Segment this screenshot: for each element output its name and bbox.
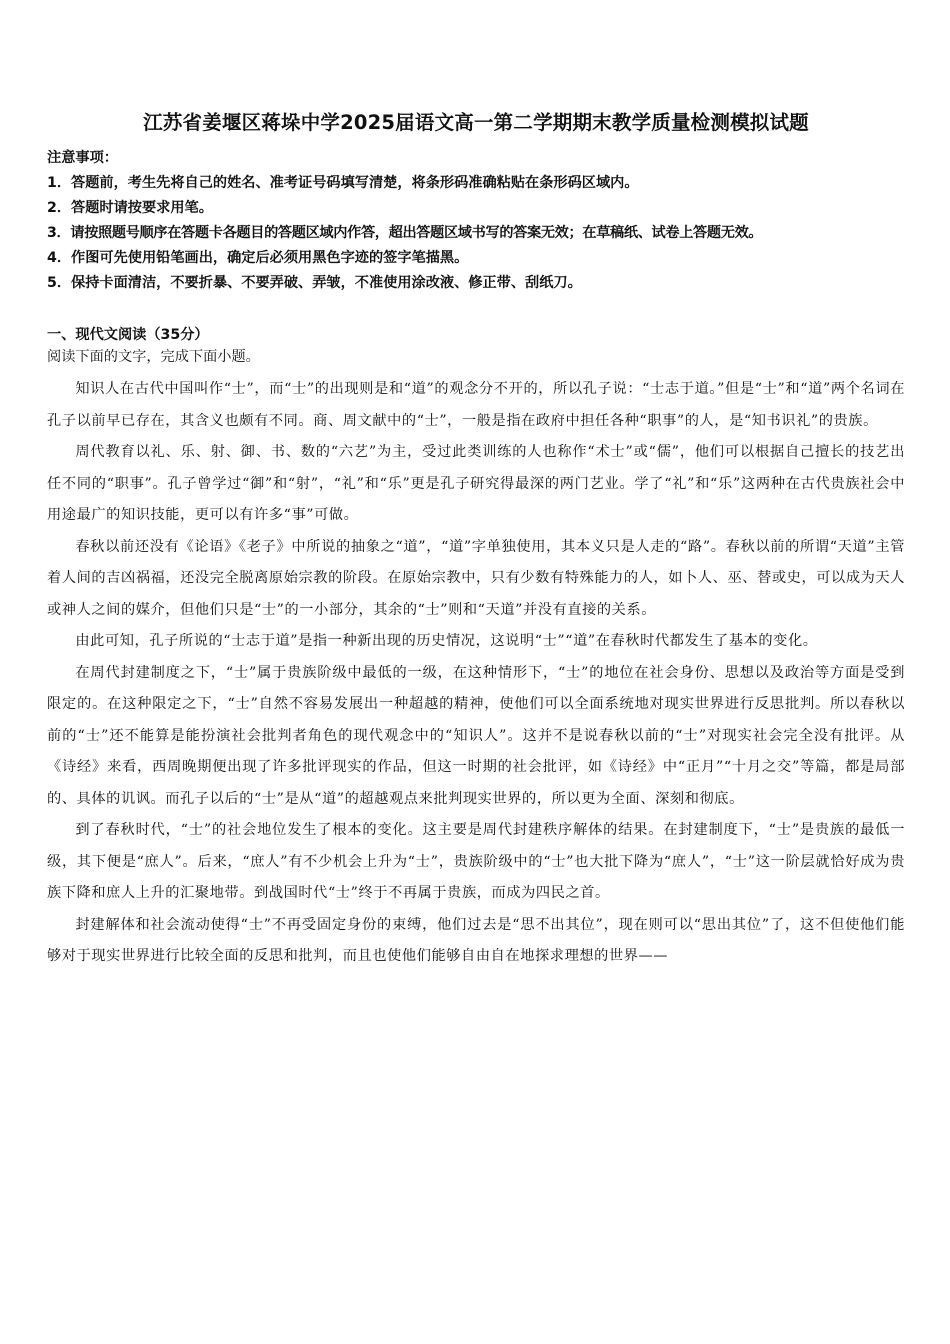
passage-paragraph: 周代教育以礼、乐、射、御、书、数的“六艺”为主，受过此类训练的人也称作“术士”或“儒”，他们可以根据自己擅长的技艺出任不同的“职事”。孔子曾学过“御”和“射”，“礼”和“乐”更是孔子研究得最深的两门艺业。学了“礼”和“乐”这两种在古代贵族社会中用途最广的知识技能，更可以有许多“事”可做。 xyxy=(47,444,905,523)
passage-paragraph: 在周代封建制度之下，“士”属于贵族阶级中最低的一级，在这种情形下，“士”的地位在社会身份、思想以及政治等方面是受到限定的。在这种限定之下，“士”自然不容易发展出一种超越的精神，使他们可以全面系统地对现实世界进行反思批判。所以春秋以前的“士”还不能算是能扮演社会批判者角色的现代观念中的“知识人”。这并不是说春秋以前的“士”对现实社会完全没有批评。从《诗经》来看，西周晚期便出现了许多批评现实的作品，但这一时期的社会批评，如《诗经》中“正月”“十月之交”等篇，都是局部的、具体的讥讽。而孔子以后的“士”是从“道”的超越观点来批判现实世界的，所以更为全面、深刻和彻底。 xyxy=(47,664,905,807)
notice-block xyxy=(47,146,905,296)
passage-paragraph: 由此可知，孔子所说的“士志于道”是指一种新出现的历史情况，这说明“士”“道”在春秋时代都发生了基本的变化。 xyxy=(75,633,818,649)
notice-item: 1．答题前，考生先将自己的姓名、准考证号码填写清楚，将条形码准确粘贴在条形码区域内。 xyxy=(47,175,639,191)
notice-item: 4．作图可先使用铅笔画出，确定后必须用黑色字迹的签字笔描黑。 xyxy=(47,250,469,266)
document-page xyxy=(47,108,905,973)
document-title: 江苏省姜堰区蒋垛中学2025届语文高一第二学期期末教学质量检测模拟试题 xyxy=(143,111,809,134)
notice-item: 2．答题时请按要求用笔。 xyxy=(47,200,213,216)
passage-paragraph: 知识人在古代中国叫作“士”，而“士”的出现则是和“道”的观念分不开的，所以孔子说：“士志于道。”但是“士”和“道”两个名词在孔子以前早已存在，其含义也颇有不同。商、周文献中的“士”，一般是指在政府中担任各种“职事”的人，是“知书识礼”的贵族。 xyxy=(47,381,905,429)
passage-paragraph: 到了春秋时代，“士”的社会地位发生了根本的变化。这主要是周代封建秩序解体的结果。在封建制度下，“士”是贵族的最低一级，其下便是“庶人”。后来，“庶人”有不少机会上升为“士”，贵族阶级中的“士”也大批下降为“庶人”，“士”这一阶层就恰好成为贵族下降和庶人上升的汇聚地带。到战国时代“士”终于不再属于贵族，而成为四民之首。 xyxy=(47,822,905,901)
notice-heading: 注意事项： xyxy=(47,150,118,166)
passage-paragraph: 封建解体和社会流动使得“士”不再受固定身份的束缚，他们过去是“思不出其位”，现在则可以“思出其位”了，这不但使他们能够对于现实世界进行比较全面的反思和批判，而且也使他们能够自由自在地探求理想的世界—— xyxy=(47,916,905,964)
notice-item: 3．请按照题号顺序在答题卡各题目的答题区域内作答，超出答题区域书写的答案无效；在草稿纸、试卷上答题无效。 xyxy=(47,225,763,241)
notice-item: 5．保持卡面清洁，不要折暴、不要弄破、弄皱，不准使用涂改液、修正带、刮纸刀。 xyxy=(47,275,582,291)
section-heading: 一、现代文阅读（35分） xyxy=(47,327,209,343)
reading-instruction: 阅读下面的文字，完成下面小题。 xyxy=(47,349,260,365)
passage-paragraph: 春秋以前还没有《论语》《老子》中所说的抽象之“道”，“道”字单独使用，其本义只是人走的“路”。春秋以前的所谓“天道”主管着人间的吉凶祸福，还没完全脱离原始宗教的阶段。在原始宗教中，只有少数有特殊能力的人，如卜人、巫、替或史，可以成为天人或神人之间的媒介，但他们只是“士”的一小部分，其余的“士”则和“天道”并没有直接的关系。 xyxy=(47,538,905,618)
reading-passage xyxy=(47,374,905,973)
